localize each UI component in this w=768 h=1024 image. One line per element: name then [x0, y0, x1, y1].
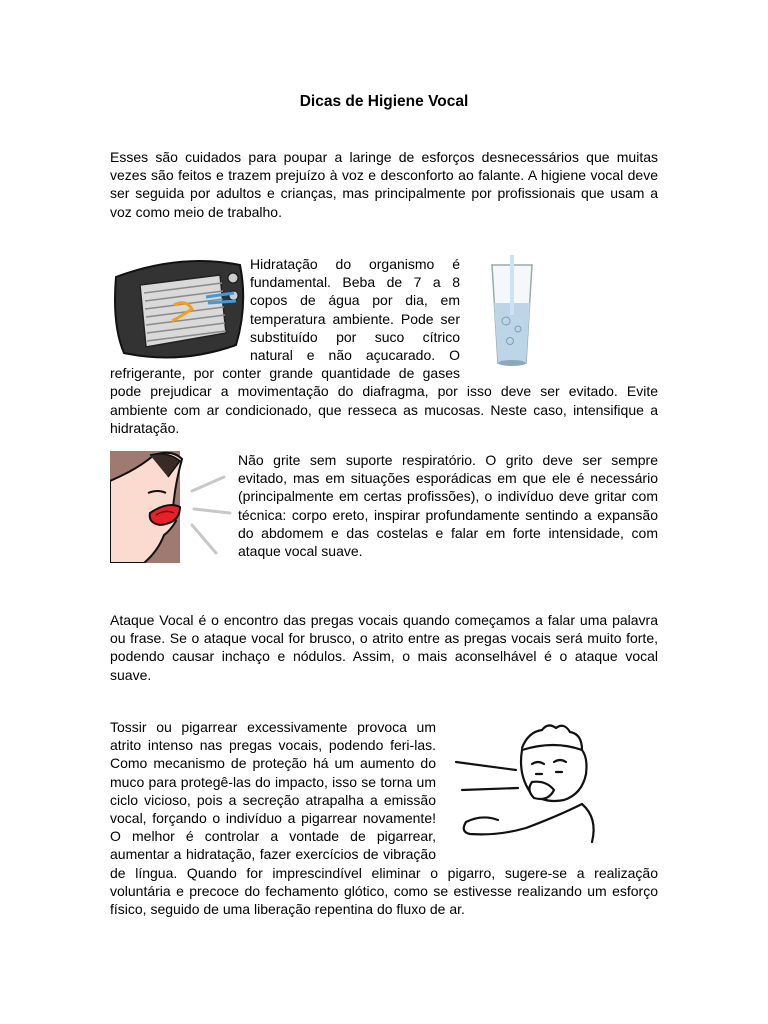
hydration-section	[110, 255, 658, 437]
vocal-attack-paragraph: Ataque Vocal é o encontro das pregas vocais quando começamos a falar uma palavra ou frase. Se o ataque vocal for brusco, o atrito entre as pregas vocais será muito forte, podendo causar inchaço e nódulos. Assim, o mais aconselhável é o ataque vocal suave.	[110, 612, 658, 683]
coughing-section	[110, 718, 658, 918]
shouting-paragraph: Não grite sem suporte respiratório. O grito deve ser sempre evitado, mas em situações esporádicas em que ele é necessário (principalmente em certas profissões), o indivíduo deve gritar com técnica: corpo ereto, inspirar profundamente sentindo a expansão do abdomem e das costelas e falar em forte intensidade, com ataque vocal suave.	[238, 452, 658, 560]
coughing-person-icon	[442, 718, 658, 848]
shouting-face-icon	[110, 451, 238, 563]
vocal-attack-section	[110, 611, 658, 684]
shouting-section	[110, 451, 658, 563]
document-title: Dicas de Higiene Vocal	[299, 93, 469, 110]
intro-paragraph: Esses são cuidados para poupar a laringe de esforços desnecessários que muitas vezes são feitos e trazem prejuízo à voz e desconforto ao falante. A higiene vocal deve ser seguida por adultos e crianças, mas principalmente por profissionais que usam a voz como meio de trabalho.	[110, 149, 658, 220]
air-conditioner-icon	[110, 255, 250, 363]
float-spacer	[558, 255, 658, 277]
water-glass-icon	[466, 255, 558, 373]
intro-section	[110, 148, 658, 221]
coughing-paragraph: Tossir ou pigarrear excessivamente provoca um atrito intenso nas pregas vocais, podendo feri-las. Como mecanismo de proteção há um aumento do muco para protegê-las do impacto, isso se torna um ciclo vicioso, pois a secreção atrapalha a emissão vocal, forçando o indivíduo a pigarrear novamente! O melhor é controlar a vontade de pigarrear, aumentar a hidratação, fazer exercícios de vibração de língua. Quando for imprescindível eliminar o pigarro, sugere-se a realização voluntária e precoce do fechamento glótico, como se estivesse realizando um esforço físico, seguido de uma liberação repentina do fluxo de ar.	[110, 719, 658, 918]
hydration-paragraph: Hidratação do organismo é fundamental. Beba de 7 a 8 copos de água por dia, em temperatura ambiente. Pode ser substituído por suco cítrico natural e não açucarado. O refrigerante, por conter grande quantidade de gases pode prejudicar a movimentação do diafragma, por isso deve ser evitado. Evite ambiente com ar condicionado, que resseca as mucosas. Neste caso, intensifique a hidratação.	[110, 256, 658, 436]
